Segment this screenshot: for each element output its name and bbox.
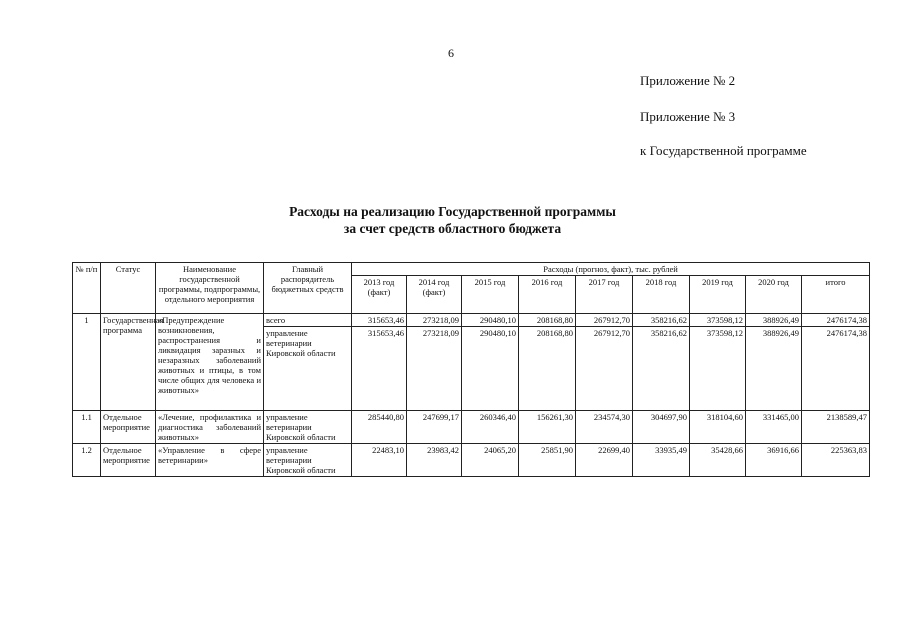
row-value: 208168,80 bbox=[519, 327, 576, 411]
row-value: 285440,80 bbox=[352, 411, 407, 444]
row-total: 2476174,38 bbox=[802, 327, 870, 411]
row-total: 225363,83 bbox=[802, 444, 870, 477]
header-manager: Главный распорядитель бюджетных средств bbox=[264, 263, 352, 314]
table-row bbox=[73, 411, 870, 444]
row-num: 1 bbox=[73, 314, 101, 411]
row-total: 2138589,47 bbox=[802, 411, 870, 444]
title-line-2: за счет средств областного бюджета bbox=[343, 221, 562, 236]
appendix-line-3: к Государственной программе bbox=[640, 143, 807, 158]
header-row bbox=[73, 263, 870, 276]
row-value: 315653,46 bbox=[352, 327, 407, 411]
table-row bbox=[73, 444, 870, 477]
row-value: 260346,40 bbox=[462, 411, 519, 444]
row-value: 304697,90 bbox=[633, 411, 690, 444]
row-name: «Предупреждение возникновения, распространения и ликвидация заразных и незаразных заболеваний животных и птицы, в том числе общих для человека и животных» bbox=[156, 314, 264, 411]
header-expenses: Расходы (прогноз, факт), тыс. рублей bbox=[352, 263, 870, 276]
header-status: Статус bbox=[101, 263, 156, 314]
row-total: 2476174,38 bbox=[802, 314, 870, 327]
row-value: 273218,09 bbox=[407, 327, 462, 411]
row-value: 247699,17 bbox=[407, 411, 462, 444]
year-header: 2020 год bbox=[746, 276, 802, 314]
table-row bbox=[73, 314, 870, 327]
year-header: 2014 год (факт) bbox=[407, 276, 462, 314]
row-value: 358216,62 bbox=[633, 314, 690, 327]
row-value: 318104,60 bbox=[690, 411, 746, 444]
row-name: «Лечение, профилактика и диагностика заболеваний животных» bbox=[156, 411, 264, 444]
appendix-line-2: Приложение № 3 bbox=[640, 109, 736, 124]
row-value: 208168,80 bbox=[519, 314, 576, 327]
row-value: 22483,10 bbox=[352, 444, 407, 477]
title-line-1: Расходы на реализацию Государственной программы bbox=[289, 204, 616, 219]
row-value: 25851,90 bbox=[519, 444, 576, 477]
header-num: № п/п bbox=[73, 263, 101, 314]
row-value: 24065,20 bbox=[462, 444, 519, 477]
row-value: 22699,40 bbox=[576, 444, 633, 477]
row-value: 23983,42 bbox=[407, 444, 462, 477]
year-header: 2016 год bbox=[519, 276, 576, 314]
row-value: 267912,70 bbox=[576, 314, 633, 327]
header-name: Наименование государственной программы, подпрограммы, отдельного мероприятия bbox=[156, 263, 264, 314]
appendix-line-1: Приложение № 2 bbox=[640, 73, 736, 88]
row-value: 373598,12 bbox=[690, 314, 746, 327]
row-value: 267912,70 bbox=[576, 327, 633, 411]
row-num: 1.1 bbox=[73, 411, 101, 444]
row-value: 388926,49 bbox=[746, 314, 802, 327]
year-header: 2015 год bbox=[462, 276, 519, 314]
row-value: 373598,12 bbox=[690, 327, 746, 411]
page-number: 6 bbox=[448, 46, 454, 60]
row-value: 331465,00 bbox=[746, 411, 802, 444]
row-value: 290480,10 bbox=[462, 314, 519, 327]
row-manager: управление ветеринарии Кировской области bbox=[264, 411, 352, 444]
row-value: 234574,30 bbox=[576, 411, 633, 444]
row-value: 156261,30 bbox=[519, 411, 576, 444]
row-value: 358216,62 bbox=[633, 327, 690, 411]
row-value: 33935,49 bbox=[633, 444, 690, 477]
expenses-table bbox=[72, 262, 870, 477]
row-value: 273218,09 bbox=[407, 314, 462, 327]
row-status: Отдельное мероприятие bbox=[101, 444, 156, 477]
row-value: 388926,49 bbox=[746, 327, 802, 411]
total-header: итого bbox=[802, 276, 870, 314]
row-name: «Управление в сфере ветеринарии» bbox=[156, 444, 264, 477]
year-header: 2013 год (факт) bbox=[352, 276, 407, 314]
row-value: 35428,66 bbox=[690, 444, 746, 477]
row-manager: управление ветеринарии Кировской области bbox=[264, 327, 352, 411]
row-value: 315653,46 bbox=[352, 314, 407, 327]
row-manager: управление ветеринарии Кировской области bbox=[264, 444, 352, 477]
row-value: 36916,66 bbox=[746, 444, 802, 477]
row-manager: всего bbox=[264, 314, 352, 327]
row-status: Государственная программа bbox=[101, 314, 156, 411]
year-header: 2017 год bbox=[576, 276, 633, 314]
document-title bbox=[0, 203, 905, 237]
year-header: 2019 год bbox=[690, 276, 746, 314]
row-num: 1.2 bbox=[73, 444, 101, 477]
row-value: 290480,10 bbox=[462, 327, 519, 411]
row-status: Отдельное мероприятие bbox=[101, 411, 156, 444]
year-header: 2018 год bbox=[633, 276, 690, 314]
